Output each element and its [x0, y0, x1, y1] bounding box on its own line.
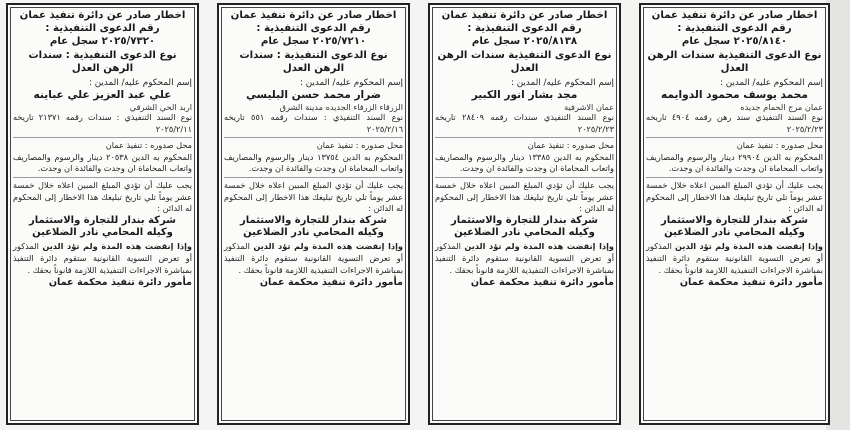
judgment-amount: المحكوم به الدين ١٣٧٥٤ دينار والرسوم والمصاريف واتعاب المحاماة ان وجدت والفائدة ان وجدت.: [224, 151, 403, 174]
notice-title: اخطار صادر عن دائرة تنفيذ عمان: [441, 10, 608, 21]
creditor-company: شركة بندار للتجارة والاستثمار: [28, 214, 177, 226]
notice-title: اخطار صادر عن دائرة تنفيذ عمان: [230, 10, 397, 21]
notice-body: [435, 240, 614, 276]
divider: [13, 177, 192, 178]
notice-signature: مأمور دائرة تنفيذ محكمة عمان: [470, 276, 614, 288]
divider: [646, 177, 823, 178]
creditor-lawyer: وكيله المحامي نادر الضلاعين: [664, 227, 805, 239]
notice-header: [435, 9, 614, 75]
defendant-label: إسم المحكوم عليه/ المدين :: [88, 78, 192, 89]
payment-warning: يجب عليك أن تؤدي المبلغ المبين اعلاه خلال خمسة عشر يوماً تلي تاريخ تبليغك هذا الاخطار إلى المحكوم له الدائن :: [435, 179, 614, 214]
bond-details: نوع السند التنفيذي : سندات رقمه ٢١٣٧١ تاريخه ٢٠٢٥/٢/١١: [13, 112, 192, 134]
defendant-address: عمان مرج الحمام جديده: [740, 102, 823, 113]
defendant-address: عمان الاشرفية: [564, 102, 614, 113]
issue-place: محل صدوره : تنفيذ عمان: [316, 140, 403, 151]
issue-place: محل صدوره : تنفيذ عمان: [527, 140, 614, 151]
body-lead: وإذا إنقضت هذه المدة ولم تؤد الدين: [42, 240, 193, 251]
notice-header: [646, 9, 823, 75]
case-number: ٢٠٢٥/٧٢١٠ سجل عام: [260, 36, 367, 48]
execution-notice-1: [639, 3, 830, 425]
body-text: المذكور أو تعرض التسوية القانونية ستقوم دائرة التنفيذ بمباشرة الاجراءات التنفيذية اللازمة قانوناً بحقك .: [13, 240, 192, 275]
judgment-amount: المحكوم به الدين ٢٩٩٠٤ دينار والرسوم والمصاريف واتعاب المحاماة ان وجدت والفائدة ان وجدت.: [646, 151, 823, 174]
judgment-amount: المحكوم به الدين ١٣٣٨٥ دينار والرسوم والمصاريف واتعاب المحاماة ان وجدت والفائدة ان وجدت.: [435, 151, 614, 174]
case-number-label: رقم الدعوى التنفيذية :: [467, 23, 582, 35]
body-text: المذكور أو تعرض التسوية القانونية ستقوم دائرة التنفيذ بمباشرة الاجراءات التنفيذية اللازمة قانوناً بحقك .: [435, 240, 614, 275]
execution-notice-3: [217, 3, 410, 425]
case-type: نوع الدعوى التنفيذية سندات الرهن العدل: [647, 49, 822, 74]
execution-notice-2: [428, 3, 621, 425]
case-type: نوع الدعوى التنفيذية : سندات الرهن العدل: [28, 49, 177, 74]
issue-place: محل صدوره : تنفيذ عمان: [105, 140, 192, 151]
creditor-company: شركة بندار للتجارة والاستثمار: [660, 214, 809, 226]
defendant-name: مجد بشار انور الكبير: [471, 89, 578, 102]
notice-title: اخطار صادر عن دائرة تنفيذ عمان: [651, 10, 818, 21]
case-type: نوع الدعوى التنفيذية سندات الرهن العدل: [437, 49, 612, 74]
defendant-address: الزرقاء الزرقاء الجديده مدينة الشرق: [279, 102, 403, 113]
defendant-name: ضرار محمد حسن البليسي: [245, 89, 382, 102]
defendant-name: محمد يوسف محمود الدوايمه: [661, 89, 808, 102]
notice-signature: مأمور دائرة تنفيذ محكمة عمان: [48, 276, 192, 288]
bond-details: نوع السند التنفيذي سند رهن رقمه ٤٩٠٤ تاريخه ٢٠٢٥/٢/٢٣: [646, 112, 823, 134]
body-lead: وإذا إنقضت هذه المدة ولم تؤد الدين: [464, 240, 615, 251]
notice-body: [646, 240, 823, 276]
creditor-company: شركة بندار للتجارة والاستثمار: [450, 214, 599, 226]
creditor-lawyer: وكيله المحامي نادر الضلاعين: [243, 227, 384, 239]
divider: [224, 137, 403, 138]
defendant-address: اربد الحي الشرقي: [129, 102, 192, 113]
payment-warning: يجب عليك أن تؤدي المبلغ المبين اعلاه خلال خمسة عشر يوماً تلي تاريخ تبليغك هذا الاخطار إلى المحكوم له الدائن :: [13, 179, 192, 214]
divider: [435, 177, 614, 178]
divider: [224, 177, 403, 178]
notice-body: [224, 240, 403, 276]
body-text: المذكور أو تعرض التسوية القانونية ستقوم دائرة التنفيذ بمباشرة الاجراءات التنفيذية اللازمة قانوناً بحقك .: [224, 240, 403, 275]
creditor-lawyer: وكيله المحامي نادر الضلاعين: [454, 227, 595, 239]
defendant-name: علي عبد العزيز علي عباينه: [33, 89, 172, 102]
defendant-label: إسم المحكوم عليه/ المدين :: [299, 78, 403, 89]
payment-warning: يجب عليك أن تؤدي المبلغ المبين اعلاه خلال خمسة عشر يوماً تلي تاريخ تبليغك هذا الاخطار إلى المحكوم له الدائن :: [646, 179, 823, 214]
divider: [646, 137, 823, 138]
case-type: نوع الدعوى التنفيذية : سندات الرهن العدل: [239, 49, 388, 74]
bond-details: نوع السند التنفيذي : سندات رقمه ٥٥١ تاريخه ٢٠٢٥/٢/١٦: [224, 112, 403, 134]
body-lead: وإذا إنقضت هذه المدة ولم تؤد الدين: [253, 240, 404, 251]
body-lead: وإذا إنقضت هذه المدة ولم تؤد الدين: [675, 240, 823, 251]
case-number: ٢٠٢٥/٨١٤٠ سجل عام: [681, 36, 788, 48]
body-text: المذكور أو تعرض التسوية القانونية ستقوم دائرة التنفيذ بمباشرة الاجراءات التنفيذية اللازمة قانوناً بحقك .: [646, 240, 823, 275]
creditor-lawyer: وكيله المحامي نادر الضلاعين: [32, 227, 173, 239]
bond-details: نوع السند التنفيذي سندات رقمه ٢٨٤٠٩ تاريخه ٢٠٢٥/٢/٢٣: [435, 112, 614, 134]
judgment-amount: المحكوم به الدين ٢٠٥٣٨ دينار والرسوم والمصاريف واتعاب المحاماة ان وجدت والفائدة ان وجدت.: [13, 151, 192, 174]
case-number-label: رقم الدعوى التنفيذية :: [256, 23, 371, 35]
execution-notice-4: [6, 3, 199, 425]
divider: [435, 137, 614, 138]
case-number: ٢٠٢٥/٨١٣٨ سجل عام: [471, 36, 578, 48]
case-number-label: رقم الدعوى التنفيذية :: [677, 23, 792, 35]
notice-body: [13, 240, 192, 276]
notice-header: [224, 9, 403, 75]
issue-place: محل صدوره : تنفيذ عمان: [736, 140, 823, 151]
payment-warning: يجب عليك أن تؤدي المبلغ المبين اعلاه خلال خمسة عشر يوماً تلي تاريخ تبليغك هذا الاخطار إلى المحكوم له الدائن :: [224, 179, 403, 214]
notice-header: [13, 9, 192, 75]
notice-title: اخطار صادر عن دائرة تنفيذ عمان: [19, 10, 186, 21]
case-number-label: رقم الدعوى التنفيذية :: [45, 23, 160, 35]
divider: [13, 137, 192, 138]
defendant-label: إسم المحكوم عليه/ المدين :: [719, 78, 823, 89]
notice-signature: مأمور دائرة تنفيذ محكمة عمان: [259, 276, 403, 288]
creditor-company: شركة بندار للتجارة والاستثمار: [239, 214, 388, 226]
notice-signature: مأمور دائرة تنفيذ محكمة عمان: [679, 276, 823, 288]
defendant-label: إسم المحكوم عليه/ المدين :: [510, 78, 614, 89]
case-number: ٢٠٢٥/٧٣٢٠ سجل عام: [49, 36, 156, 48]
